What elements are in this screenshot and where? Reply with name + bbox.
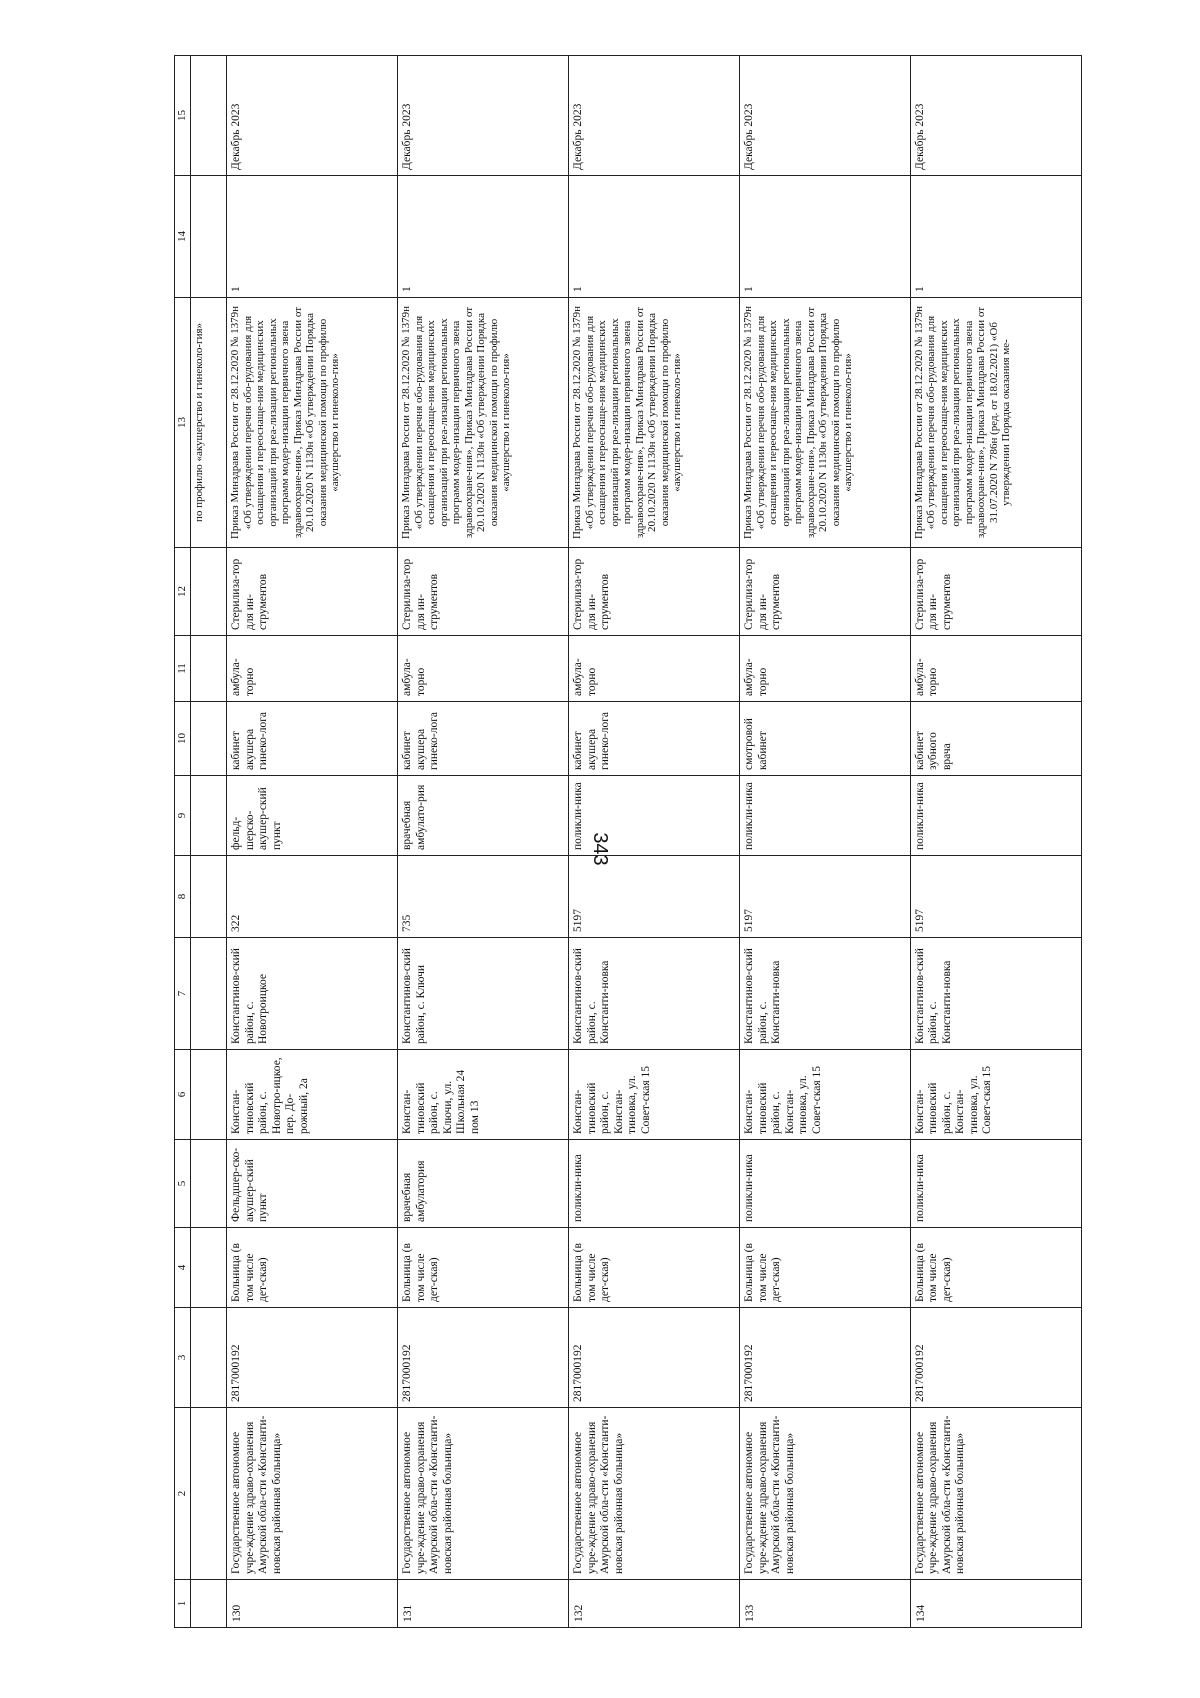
table-cell — [190, 1308, 226, 1408]
unit-cell: поликли-ника — [740, 1140, 911, 1228]
care-cell: амбула-торно — [227, 636, 398, 702]
equipment-table — [174, 55, 1082, 1628]
address-cell: Констан-тиновский район, с. Новотро-ицкое, пер. До-рожный, 2а — [227, 1050, 398, 1140]
inn-cell: 2817000192 — [398, 1308, 569, 1408]
date-cell: Декабрь 2023 — [740, 56, 911, 176]
table-cell — [190, 938, 226, 1050]
column-number: 9 — [175, 776, 191, 856]
basis-cell: Приказ Минздрава России от 28.12.2020 № 1379н «Об утверждении перечня обо-рудования для оснащения и переоснаще-ния медицинских организаций при реа-лизации региональных программ модер-низации первичного звена здравоохране-ния», Приказ Минздрава России от 20.10.2020 N 1130н «Об утверждении Порядка оказания медицинской помощи по профилю «акушерство и гинеколо-гия» — [740, 298, 911, 548]
facility-cell: врачебная амбулато-рия — [398, 776, 569, 856]
locality-cell: Константинов-ский район, с. Новотроицкое — [227, 938, 398, 1050]
date-cell: Декабрь 2023 — [398, 56, 569, 176]
quantity-cell: 1 — [740, 176, 911, 298]
date-cell: Декабрь 2023 — [910, 56, 1081, 176]
locality-cell: Константинов-ский район, с. Константи-новка — [569, 938, 740, 1050]
column-number: 1 — [175, 1580, 191, 1628]
table-row — [398, 56, 569, 1628]
table-cell — [190, 1228, 226, 1308]
table-cell — [190, 548, 226, 636]
column-number: 5 — [175, 1140, 191, 1228]
population-cell: 5197 — [740, 856, 911, 938]
table-cell — [190, 1140, 226, 1228]
address-cell: Констан-тиновский район, с. Констан-тиновка, ул. Совет-ская 15 — [740, 1050, 911, 1140]
organization-cell: Государственное автономное учре-ждение здраво-охранения Амурской обла-сти «Константи-новская районная больница» — [398, 1408, 569, 1580]
inn-cell: 2817000192 — [569, 1308, 740, 1408]
column-number: 15 — [175, 56, 191, 176]
row-number: 131 — [398, 1580, 569, 1628]
unit-cell: поликли-ника — [910, 1140, 1081, 1228]
column-number: 14 — [175, 176, 191, 298]
organization-cell: Государственное автономное учре-ждение здраво-охранения Амурской обла-сти «Константи-новская районная больница» — [910, 1408, 1081, 1580]
basis-cell: Приказ Минздрава России от 28.12.2020 № 1379н «Об утверждении перечня обо-рудования для оснащения и переоснаще-ния медицинских организаций при реа-лизации региональных программ модер-низации первичного звена здравоохране-ния», Приказ Минздрава России от 20.10.2020 N 1130н «Об утверждении Порядка оказания медицинской помощи по профилю «акушерство и гинеколо-гия» — [227, 298, 398, 548]
row-number: 130 — [227, 1580, 398, 1628]
table-cell — [190, 56, 226, 176]
care-cell: амбула-торно — [740, 636, 911, 702]
table-row — [227, 56, 398, 1628]
equipment-cell: Стерилиза-тор для ин-струментов — [569, 548, 740, 636]
population-cell: 735 — [398, 856, 569, 938]
column-number: 3 — [175, 1308, 191, 1408]
column-number: 6 — [175, 1050, 191, 1140]
basis-cell: Приказ Минздрава России от 28.12.2020 № 1379н «Об утверждении перечня обо-рудования для оснащения и переоснаще-ния медицинских организаций при реа-лизации региональных программ модер-низации первичного звена здравоохране-ния», Приказ Минздрава России от 20.10.2020 N 1130н «Об утверждении Порядка оказания медицинской помощи по профилю «акушерство и гинеколо-гия» — [398, 298, 569, 548]
care-cell: амбула-торно — [398, 636, 569, 702]
column-number: 8 — [175, 856, 191, 938]
column-number: 10 — [175, 702, 191, 776]
date-cell: Декабрь 2023 — [569, 56, 740, 176]
address-cell: Констан-тиновский район, с. Констан-тиновка, ул. Совет-ская 15 — [569, 1050, 740, 1140]
room-cell: кабинет зубного врача — [910, 702, 1081, 776]
basis-cell: Приказ Минздрава России от 28.12.2020 № 1379н «Об утверждении перечня обо-рудования для оснащения и переоснаще-ния медицинских организаций при реа-лизации региональных программ модер-низации первичного звена здравоохране-ния», Приказ Минздрава России от 20.10.2020 N 1130н «Об утверждении Порядка оказания медицинской помощи по профилю «акушерство и гинеколо-гия» — [569, 298, 740, 548]
table-cell — [190, 776, 226, 856]
facility-cell: поликли-ника — [569, 776, 740, 856]
date-cell: Декабрь 2023 — [227, 56, 398, 176]
table-cell — [190, 1408, 226, 1580]
unit-cell: врачебная амбулатория — [398, 1140, 569, 1228]
quantity-cell: 1 — [398, 176, 569, 298]
row-number: 134 — [910, 1580, 1081, 1628]
table-cell — [190, 702, 226, 776]
table-cell — [190, 1580, 226, 1628]
facility-cell: поликли-ника — [910, 776, 1081, 856]
organization-cell: Государственное автономное учре-ждение здраво-охранения Амурской обла-сти «Константи-новская районная больница» — [569, 1408, 740, 1580]
column-number: 12 — [175, 548, 191, 636]
organization-cell: Государственное автономное учре-ждение здраво-охранения Амурской обла-сти «Константи-новская районная больница» — [740, 1408, 911, 1580]
address-cell: Констан-тиновский район, с. Констан-тиновка, ул. Совет-ская 15 — [910, 1050, 1081, 1140]
care-cell: амбула-торно — [569, 636, 740, 702]
inn-cell: 2817000192 — [227, 1308, 398, 1408]
table-row — [910, 56, 1081, 1628]
equipment-cell: Стерилиза-тор для ин-струментов — [227, 548, 398, 636]
population-cell: 5197 — [569, 856, 740, 938]
column-number: 7 — [175, 938, 191, 1050]
facility-cell: поликли-ника — [740, 776, 911, 856]
equipment-cell: Стерилиза-тор для ин-струментов — [910, 548, 1081, 636]
locality-cell: Константинов-ский район, с. Константи-новка — [740, 938, 911, 1050]
unit-cell: Фельдшер-ско-акушер-ский пункт — [227, 1140, 398, 1228]
equipment-cell: Стерилиза-тор для ин-струментов — [740, 548, 911, 636]
type-cell: Больница (в том числе дет-ская) — [227, 1228, 398, 1308]
type-cell: Больница (в том числе дет-ская) — [740, 1228, 911, 1308]
room-cell: кабинет акушера гинеко-лога — [569, 702, 740, 776]
type-cell: Больница (в том числе дет-ская) — [398, 1228, 569, 1308]
column-number: 2 — [175, 1408, 191, 1580]
inn-cell: 2817000192 — [740, 1308, 911, 1408]
quantity-cell: 1 — [569, 176, 740, 298]
column-number: 11 — [175, 636, 191, 702]
locality-cell: Константинов-ский район, с. Константи-новка — [910, 938, 1081, 1050]
document-table-rotated — [174, 56, 1082, 1628]
basis-cell: Приказ Минздрава России от 28.12.2020 № 1379н «Об утверждении перечня обо-рудования для оснащения и переоснаще-ния медицинских организаций при реа-лизации региональных программ модер-низации первичного звена здравоохране-ния», Приказ Минздрава России от 31.07.2020 N 786н (ред. от 18.02.2021) «Об утверждении Порядка оказания ме- — [910, 298, 1081, 548]
row-number: 133 — [740, 1580, 911, 1628]
locality-cell: Константинов-ский район, с. Ключи — [398, 938, 569, 1050]
table-cell — [190, 856, 226, 938]
type-cell: Больница (в том числе дет-ская) — [569, 1228, 740, 1308]
address-cell: Констан-тиновский район, с. Ключи, ул. Школьная 24 пом 13 — [398, 1050, 569, 1140]
page-number: 343 — [589, 832, 611, 866]
table-row — [740, 56, 911, 1628]
column-number: 4 — [175, 1228, 191, 1308]
table-cell — [190, 1050, 226, 1140]
equipment-cell: Стерилиза-тор для ин-струментов — [398, 548, 569, 636]
inn-cell: 2817000192 — [910, 1308, 1081, 1408]
facility-cell: фельд-шерско-акушер-ский пункт — [227, 776, 398, 856]
population-cell: 5197 — [910, 856, 1081, 938]
table-row — [569, 56, 740, 1628]
room-cell: кабинет акушера гинеко-лога — [227, 702, 398, 776]
quantity-cell: 1 — [227, 176, 398, 298]
row-number: 132 — [569, 1580, 740, 1628]
room-cell: смотровой кабинет — [740, 702, 911, 776]
population-cell: 322 — [227, 856, 398, 938]
room-cell: кабинет акушера гинеко-лога — [398, 702, 569, 776]
quantity-cell: 1 — [910, 176, 1081, 298]
continuation-row — [190, 56, 226, 1628]
organization-cell: Государственное автономное учре-ждение здраво-охранения Амурской обла-сти «Константи-новская районная больница» — [227, 1408, 398, 1580]
care-cell: амбула-торно — [910, 636, 1081, 702]
type-cell: Больница (в том числе дет-ская) — [910, 1228, 1081, 1308]
unit-cell: поликли-ника — [569, 1140, 740, 1228]
table-cell — [190, 636, 226, 702]
table-cell — [190, 176, 226, 298]
column-number-row — [175, 56, 191, 1628]
continuation-text: по профилю «акушерство и гинеколо-гия» — [190, 298, 226, 548]
column-number: 13 — [175, 298, 191, 548]
